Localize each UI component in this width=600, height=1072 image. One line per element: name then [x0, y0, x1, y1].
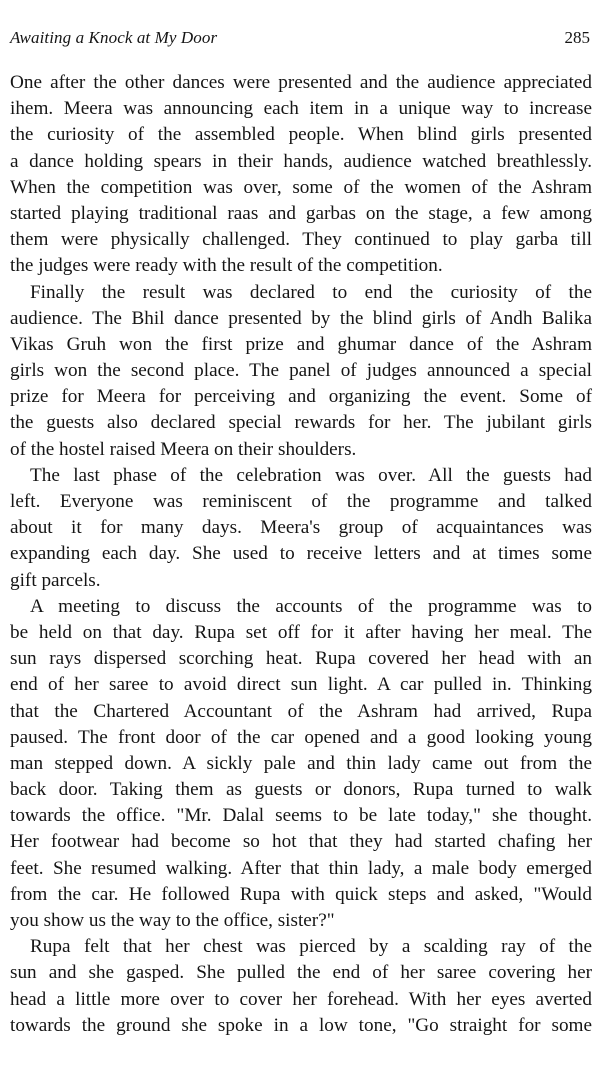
text-line: Her footwear had become so hot that they had started chafing her — [10, 831, 592, 853]
text-line: towards the ground she spoke in a low tone, "Go straight for some — [10, 1014, 592, 1036]
text-line: left. Everyone was reminiscent of the programme and talked — [10, 491, 592, 512]
text-line: sun and she gasped. She pulled the end of her saree covering her — [10, 962, 592, 984]
text-line: audience. The Bhil dance presented by the blind girls of Andh Balika — [10, 307, 592, 329]
text-line: When the competition was over, some of the women of the Ashram — [10, 176, 592, 198]
text-line: from the car. He followed Rupa with quick steps and asked, "Would — [10, 883, 592, 905]
text-line: The last phase of the celebration was over. All the guests had — [30, 464, 592, 486]
text-line: Rupa felt that her chest was pierced by a scalding ray of the — [30, 936, 592, 958]
text-line: that the Chartered Accountant of the Ashram had arrived, Rupa — [10, 700, 592, 722]
text-line: girls won the second place. The panel of judges announced a special — [10, 360, 592, 382]
text-line: them were physically challenged. They continued to play garba till — [10, 229, 592, 251]
text-line: gift parcels. — [10, 569, 101, 591]
text-line: started playing traditional raas and garbas on the stage, a few among — [10, 202, 592, 224]
text-line: end of her saree to avoid direct sun light. A car pulled in. Thinking — [10, 674, 592, 696]
text-line: feet. She resumed walking. After that thin lady, a male body emerged — [10, 857, 592, 879]
text-line: head a little more over to cover her forehead. With her eyes averted — [10, 988, 592, 1010]
text-line: man stepped down. A sickly pale and thin lady came out from the — [10, 752, 592, 774]
text-line: expanding each day. She used to receive letters and at times some — [10, 543, 592, 565]
text-line: be held on that day. Rupa set off for it after having her meal. The — [10, 621, 592, 643]
text-line: Vikas Gruh won the first prize and ghumar dance of the Ashram — [10, 333, 592, 355]
text-line: about it for many days. Meera's group of acquaintances was — [10, 517, 592, 539]
text-line: the judges were ready with the result of the competition. — [10, 255, 443, 277]
text-line: sun rays dispersed scorching heat. Rupa covered her head with an — [10, 648, 592, 670]
text-line: a dance holding spears in their hands, audience watched breathlessly. — [10, 150, 592, 172]
text-line: of the hostel raised Meera on their shoulders. — [10, 438, 357, 460]
text-line: the guests also declared special rewards for her. The jubilant girls — [10, 412, 592, 434]
text-line: One after the other dances were presented and the audience appreciated — [10, 72, 592, 93]
running-head: Awaiting a Knock at My Door — [10, 28, 218, 47]
text-line: the curiosity of the assembled people. When blind girls presented — [10, 124, 592, 146]
body-text — [10, 70, 592, 1039]
page-number: 285 — [564, 28, 590, 47]
text-line: you show us the way to the office, sister?" — [10, 910, 335, 931]
text-line: ihem. Meera was announcing each item in a unique way to increase — [10, 98, 592, 120]
page-header — [10, 28, 590, 54]
text-line: back door. Taking them as guests or donors, Rupa turned to walk — [10, 779, 592, 801]
text-line: paused. The front door of the car opened and a good looking young — [10, 726, 592, 748]
text-line: A meeting to discuss the accounts of the programme was to — [30, 595, 592, 617]
text-line: towards the office. "Mr. Dalal seems to be late today," she thought. — [10, 805, 592, 827]
text-line: Finally the result was declared to end the curiosity of the — [30, 281, 592, 303]
text-line: prize for Meera for perceiving and organizing the event. Some of — [10, 386, 592, 408]
